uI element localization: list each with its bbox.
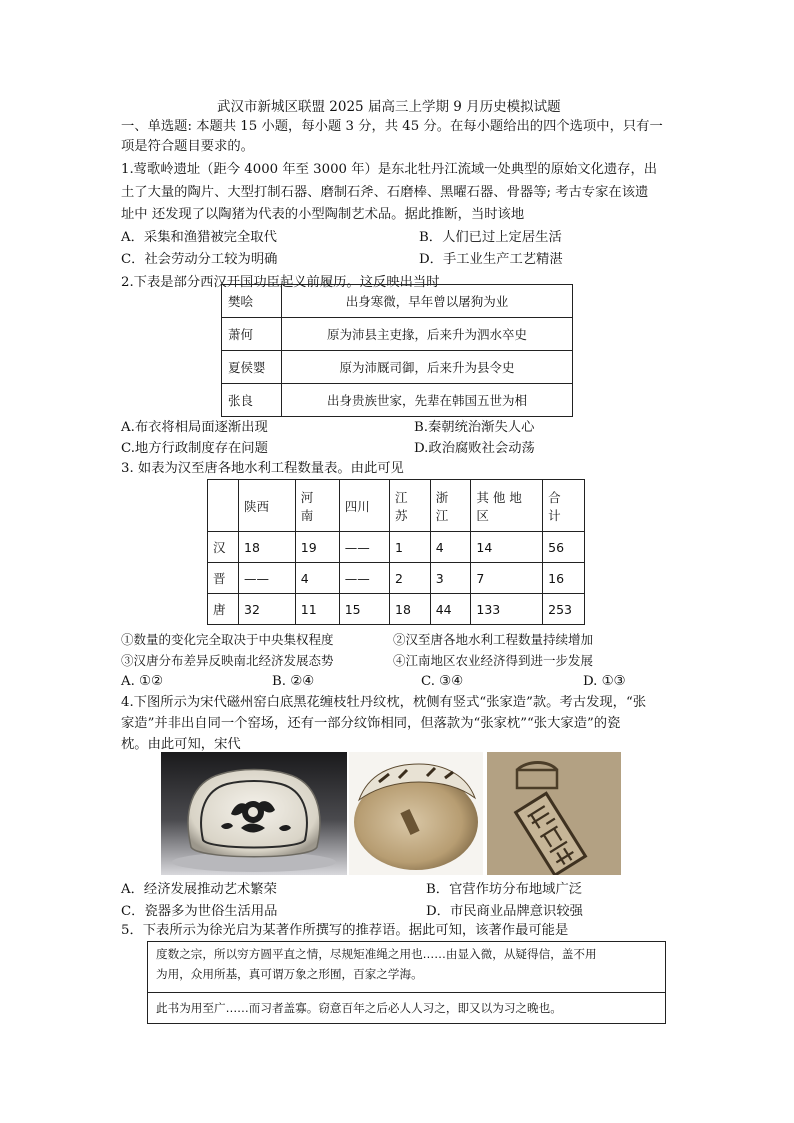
q1-option-a: A．采集和渔猎被完全取代 [121,230,277,245]
q2-table [221,284,573,417]
q3-option-d: D. ①③ [583,674,626,689]
q3-stem: 3. 如表为汉至唐各地水利工程数量表。由此可见 [121,461,404,476]
table-row [208,594,585,625]
q1-option-c: C．社会劳动分工较为明确 [121,252,278,267]
table-cell: 14 [471,532,543,563]
table-header-cell: 陕西 [239,480,296,532]
table-header-text: 河 南 [300,489,314,523]
q1-option-b: B．人们已过上定居生活 [419,230,562,245]
q4-option-c: C．瓷器多为世俗生活用品 [121,904,278,919]
q3-statement-4: ④江南地区农业经济得到进一步发展 [393,653,594,668]
q5-quote-2-text: 此书为用至广……而习者盖寡。窃意百年之后必人人习之，即又以为习之晚也。 [156,1001,562,1015]
section-intro-line-2: 项是符合题目要求的。 [121,139,254,154]
q1-stem-line-2: 土了大量的陶片、大型打制石器、磨制石斧、石磨棒、黑曜石器、骨器等; 考古专家在该遗 [121,185,649,200]
table-cell: 张良 [222,384,282,417]
q4-option-b: B．官营作坊分布地域广泛 [426,882,583,897]
table-header-cell [295,480,339,532]
table-header-cell [471,480,543,532]
q2-option-a: A.布衣将相局面逐渐出现 [121,420,268,435]
q3-statement-2: ②汉至唐各地水利工程数量持续增加 [393,632,594,647]
q4-stem-line-1: 4.下图所示为宋代磁州窑白底黑花缠枝牡丹纹枕，枕侧有竖式“张家造”款。考古发现，“张 [121,695,647,710]
table-cell: 18 [390,594,431,625]
q4-option-d: D．市民商业品牌意识较强 [426,904,583,919]
table-cell: 32 [239,594,296,625]
table-header-cell [543,480,585,532]
table-row [208,532,585,563]
q3-option-c: C. ③④ [421,674,463,689]
q4-stem-line-3: 枕。由此可知，宋代 [121,737,241,752]
q2-stem: 2.下表是部分西汉开国功臣起义前履历。这反映出当时 [121,275,440,290]
table-cell: 2 [390,563,431,594]
seal-inscription-photo [487,752,621,875]
table-cell: 18 [239,532,296,563]
table-cell: —— [239,563,296,594]
table-row [222,285,573,318]
q1-stem-line-1: 1.莺歌岭遗址（距今 4000 年至 3000 年）是东北牡丹江流域一处典型的原始文化遗存，出 [121,162,658,177]
table-header-text: 合 计 [548,489,561,523]
exam-title: 武汉市新城区联盟 2025 届高三上学期 9 月历史模拟试题 [217,99,561,115]
table-header-cell: 四川 [339,480,389,532]
table-cell: 15 [339,594,389,625]
table-header-text: 江 苏 [395,489,408,523]
table-cell: 7 [471,563,543,594]
q4-option-a: A．经济发展推动艺术繁荣 [121,882,277,897]
q4-stem-line-2: 家造”并非出自同一个窑场，还有一部分纹饰相同，但落款为“张家枕”“张大家造”的瓷 [121,716,621,731]
table-cell: 133 [471,594,543,625]
pillow-side-photo [349,752,483,875]
q2-option-d: D.政治腐败社会动荡 [414,441,535,456]
q5-quote-box-2 [147,992,666,1024]
table-cell: 唐 [208,594,239,625]
table-cell: 夏侯婴 [222,351,282,384]
q3-statement-3: ③汉唐分布差异反映南北经济发展态势 [121,653,334,668]
table-row [222,351,573,384]
table-cell: 4 [430,532,471,563]
table-row [222,384,573,417]
table-cell: 11 [295,594,339,625]
table-cell: 出身贵族世家，先辈在韩国五世为相 [282,384,573,417]
q5-quote-box-1 [147,941,666,993]
table-cell: 樊哙 [222,285,282,318]
table-header-cell [208,480,239,532]
section-intro-line-1: 一、单选题: 本题共 15 小题，每小题 3 分，共 45 分。在每小题给出的四个选项中，只有一 [121,119,663,134]
table-cell: 原为沛县主吏掾，后来升为泗水卒史 [282,318,573,351]
table-cell: 萧何 [222,318,282,351]
table-cell: 253 [543,594,585,625]
table-header-cell [430,480,471,532]
table-cell: 16 [543,563,585,594]
table-header-cell [390,480,431,532]
table-cell: 原为沛厩司御，后来升为县令史 [282,351,573,384]
table-row [222,318,573,351]
table-header-text: 其 他 地 区 [476,489,522,523]
table-cell: 出身寒微，早年曾以屠狗为业 [282,285,573,318]
table-header-row [208,480,585,532]
q5-quote-1-line-2: 为用，众用所基，真可谓万象之形囿，百家之学海。 [156,967,423,981]
table-cell: 19 [295,532,339,563]
table-cell: —— [339,563,389,594]
q1-stem-line-3: 址中 还发现了以陶猪为代表的小型陶制艺术品。据此推断，当时该地 [121,207,525,222]
table-cell: 56 [543,532,585,563]
table-cell: —— [339,532,389,563]
q5-stem: 5．下表所示为徐光启为某著作所撰写的推荐语。据此可知，该著作最可能是 [121,923,569,938]
table-cell: 1 [390,532,431,563]
q3-table [207,479,585,625]
table-cell: 汉 [208,532,239,563]
table-cell: 3 [430,563,471,594]
q2-option-b: B.秦朝统治渐失人心 [414,420,535,435]
table-cell: 44 [430,594,471,625]
q1-option-d: D．手工业生产工艺精湛 [419,252,563,267]
q5-quote-1-line-1: 度数之宗，所以穷方圆平直之情，尽规矩准绳之用也……由显入微，从疑得信，盖不用 [156,947,597,961]
table-row [208,563,585,594]
table-header-text: 浙 江 [435,489,449,523]
table-cell: 4 [295,563,339,594]
q3-option-b: B. ②④ [272,674,315,689]
pillow-top-photo [161,752,347,875]
q3-statement-1: ①数量的变化完全取决于中央集权程度 [121,632,334,647]
table-cell: 晋 [208,563,239,594]
q2-option-c: C.地方行政制度存在问题 [121,441,268,456]
q3-option-a: A. ①② [121,674,163,689]
